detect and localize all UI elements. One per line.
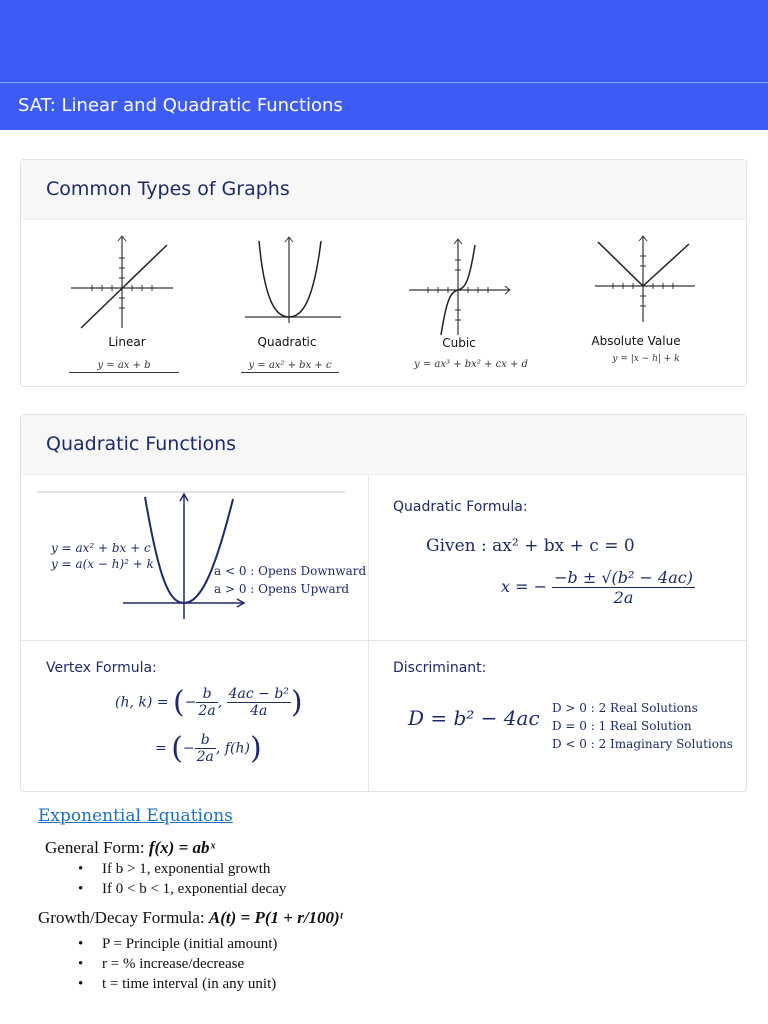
page-title: SAT: Linear and Quadratic Functions — [18, 95, 343, 116]
vertex-formula-line2: = (− $\frac{b}{2a}$ , f(h)) — [155, 731, 262, 766]
graph-equation-quadratic: y = ax² + bx + c — [241, 360, 339, 373]
absolute-value-graph-icon — [593, 234, 697, 324]
graph-equation-absolute-value: y = |x − h| + k — [612, 354, 680, 364]
quadratic-formula-fraction — [552, 568, 695, 607]
cubic-graph-icon — [407, 237, 511, 337]
graph-label-cubic: Cubic — [442, 336, 476, 350]
discriminant-equation: D = b² − 4ac — [408, 706, 540, 730]
header-bar — [0, 0, 768, 130]
vertex-formula-equals: = — [155, 740, 167, 757]
parabola-graph-icon — [37, 489, 350, 621]
vertex-h-denominator: 2a — [198, 703, 216, 719]
discriminant-case-positive: D > 0 : 2 Real Solutions — [552, 701, 698, 715]
quadratic-graph-icon — [243, 235, 343, 325]
growth-decay-line — [38, 908, 343, 928]
cell-divider-horizontal — [21, 640, 746, 641]
vertex-formula-lhs: (h, k) = — [115, 694, 169, 711]
general-form-label: General Form: — [45, 838, 145, 857]
growth-decay-label: Growth/Decay Formula: — [38, 908, 205, 927]
vertex-h-fraction-2 — [195, 732, 216, 765]
quadratic-formula-lhs: x = − — [501, 577, 548, 596]
header-divider — [0, 82, 768, 83]
general-form-line — [45, 838, 215, 858]
vertex-form-equation: y = a(x − h)² + k — [51, 557, 154, 571]
growth-bullet: • If b > 1, exponential growth — [102, 861, 270, 878]
rate-bullet: • r = % increase/decrease — [102, 956, 244, 973]
opens-upward-note: a > 0 : Opens Upward — [214, 582, 350, 596]
vertex-k-numerator: 4ac − b² — [228, 686, 289, 702]
quadratic-formula — [501, 568, 695, 607]
graph-equation-linear: y = ax + b — [69, 360, 179, 373]
opens-downward-note: a < 0 : Opens Downward — [214, 564, 367, 578]
exponential-title: Exponential Equations — [38, 806, 233, 826]
graph-label-linear: Linear — [108, 335, 146, 349]
discriminant-case-negative: D < 0 : 2 Imaginary Solutions — [552, 737, 733, 751]
graph-types-title: Common Types of Graphs — [46, 178, 290, 200]
decay-bullet: • If 0 < b < 1, exponential decay — [102, 881, 286, 898]
vertex-h-denominator-2: 2a — [196, 749, 214, 765]
quadratic-given-equation: Given : ax² + bx + c = 0 — [426, 536, 635, 556]
time-bullet: • t = time interval (in any unit) — [102, 976, 276, 993]
vertex-formula-line1: (h, k) = (− $\frac{b}{2a}$ , $\frac{\text{4ac − b²}}{4a}$ ) — [115, 685, 303, 720]
graph-types-card — [20, 159, 747, 387]
quadratic-functions-card — [20, 414, 747, 792]
quadratic-functions-header — [21, 415, 746, 475]
quadratic-formula-label: Quadratic Formula: — [393, 499, 528, 515]
quadratic-functions-title: Quadratic Functions — [46, 433, 237, 455]
growth-decay-formula: A(t) = P(1 + r/100)ᵗ — [208, 908, 343, 927]
quadratic-formula-denominator: 2a — [613, 588, 634, 607]
graph-types-header — [21, 160, 746, 220]
graph-label-quadratic: Quadratic — [257, 335, 317, 349]
discriminant-case-zero: D = 0 : 1 Real Solution — [552, 719, 692, 733]
vertex-formula-label: Vertex Formula: — [46, 660, 157, 676]
vertex-h-fraction — [196, 686, 217, 719]
vertex-k-denominator: 4a — [250, 703, 268, 719]
standard-form-equation: y = ax² + bx + c — [51, 541, 151, 555]
discriminant-label: Discriminant: — [393, 660, 487, 676]
linear-graph-icon — [69, 235, 175, 330]
vertex-fh: f(h) — [224, 740, 250, 757]
graph-equation-cubic: y = ax³ + bx² + cx + d — [414, 359, 528, 370]
graph-label-absolute-value: Absolute Value — [591, 334, 681, 348]
vertex-k-fraction — [227, 686, 291, 719]
principle-bullet: • P = Principle (initial amount) — [102, 936, 277, 953]
general-form-formula: f(x) = abˣ — [148, 838, 216, 857]
vertex-h-numerator-2: b — [195, 732, 216, 749]
cell-divider-vertical — [368, 476, 369, 792]
vertex-h-numerator: b — [196, 686, 217, 703]
quadratic-formula-numerator: −b ± √(b² − 4ac) — [554, 568, 693, 587]
